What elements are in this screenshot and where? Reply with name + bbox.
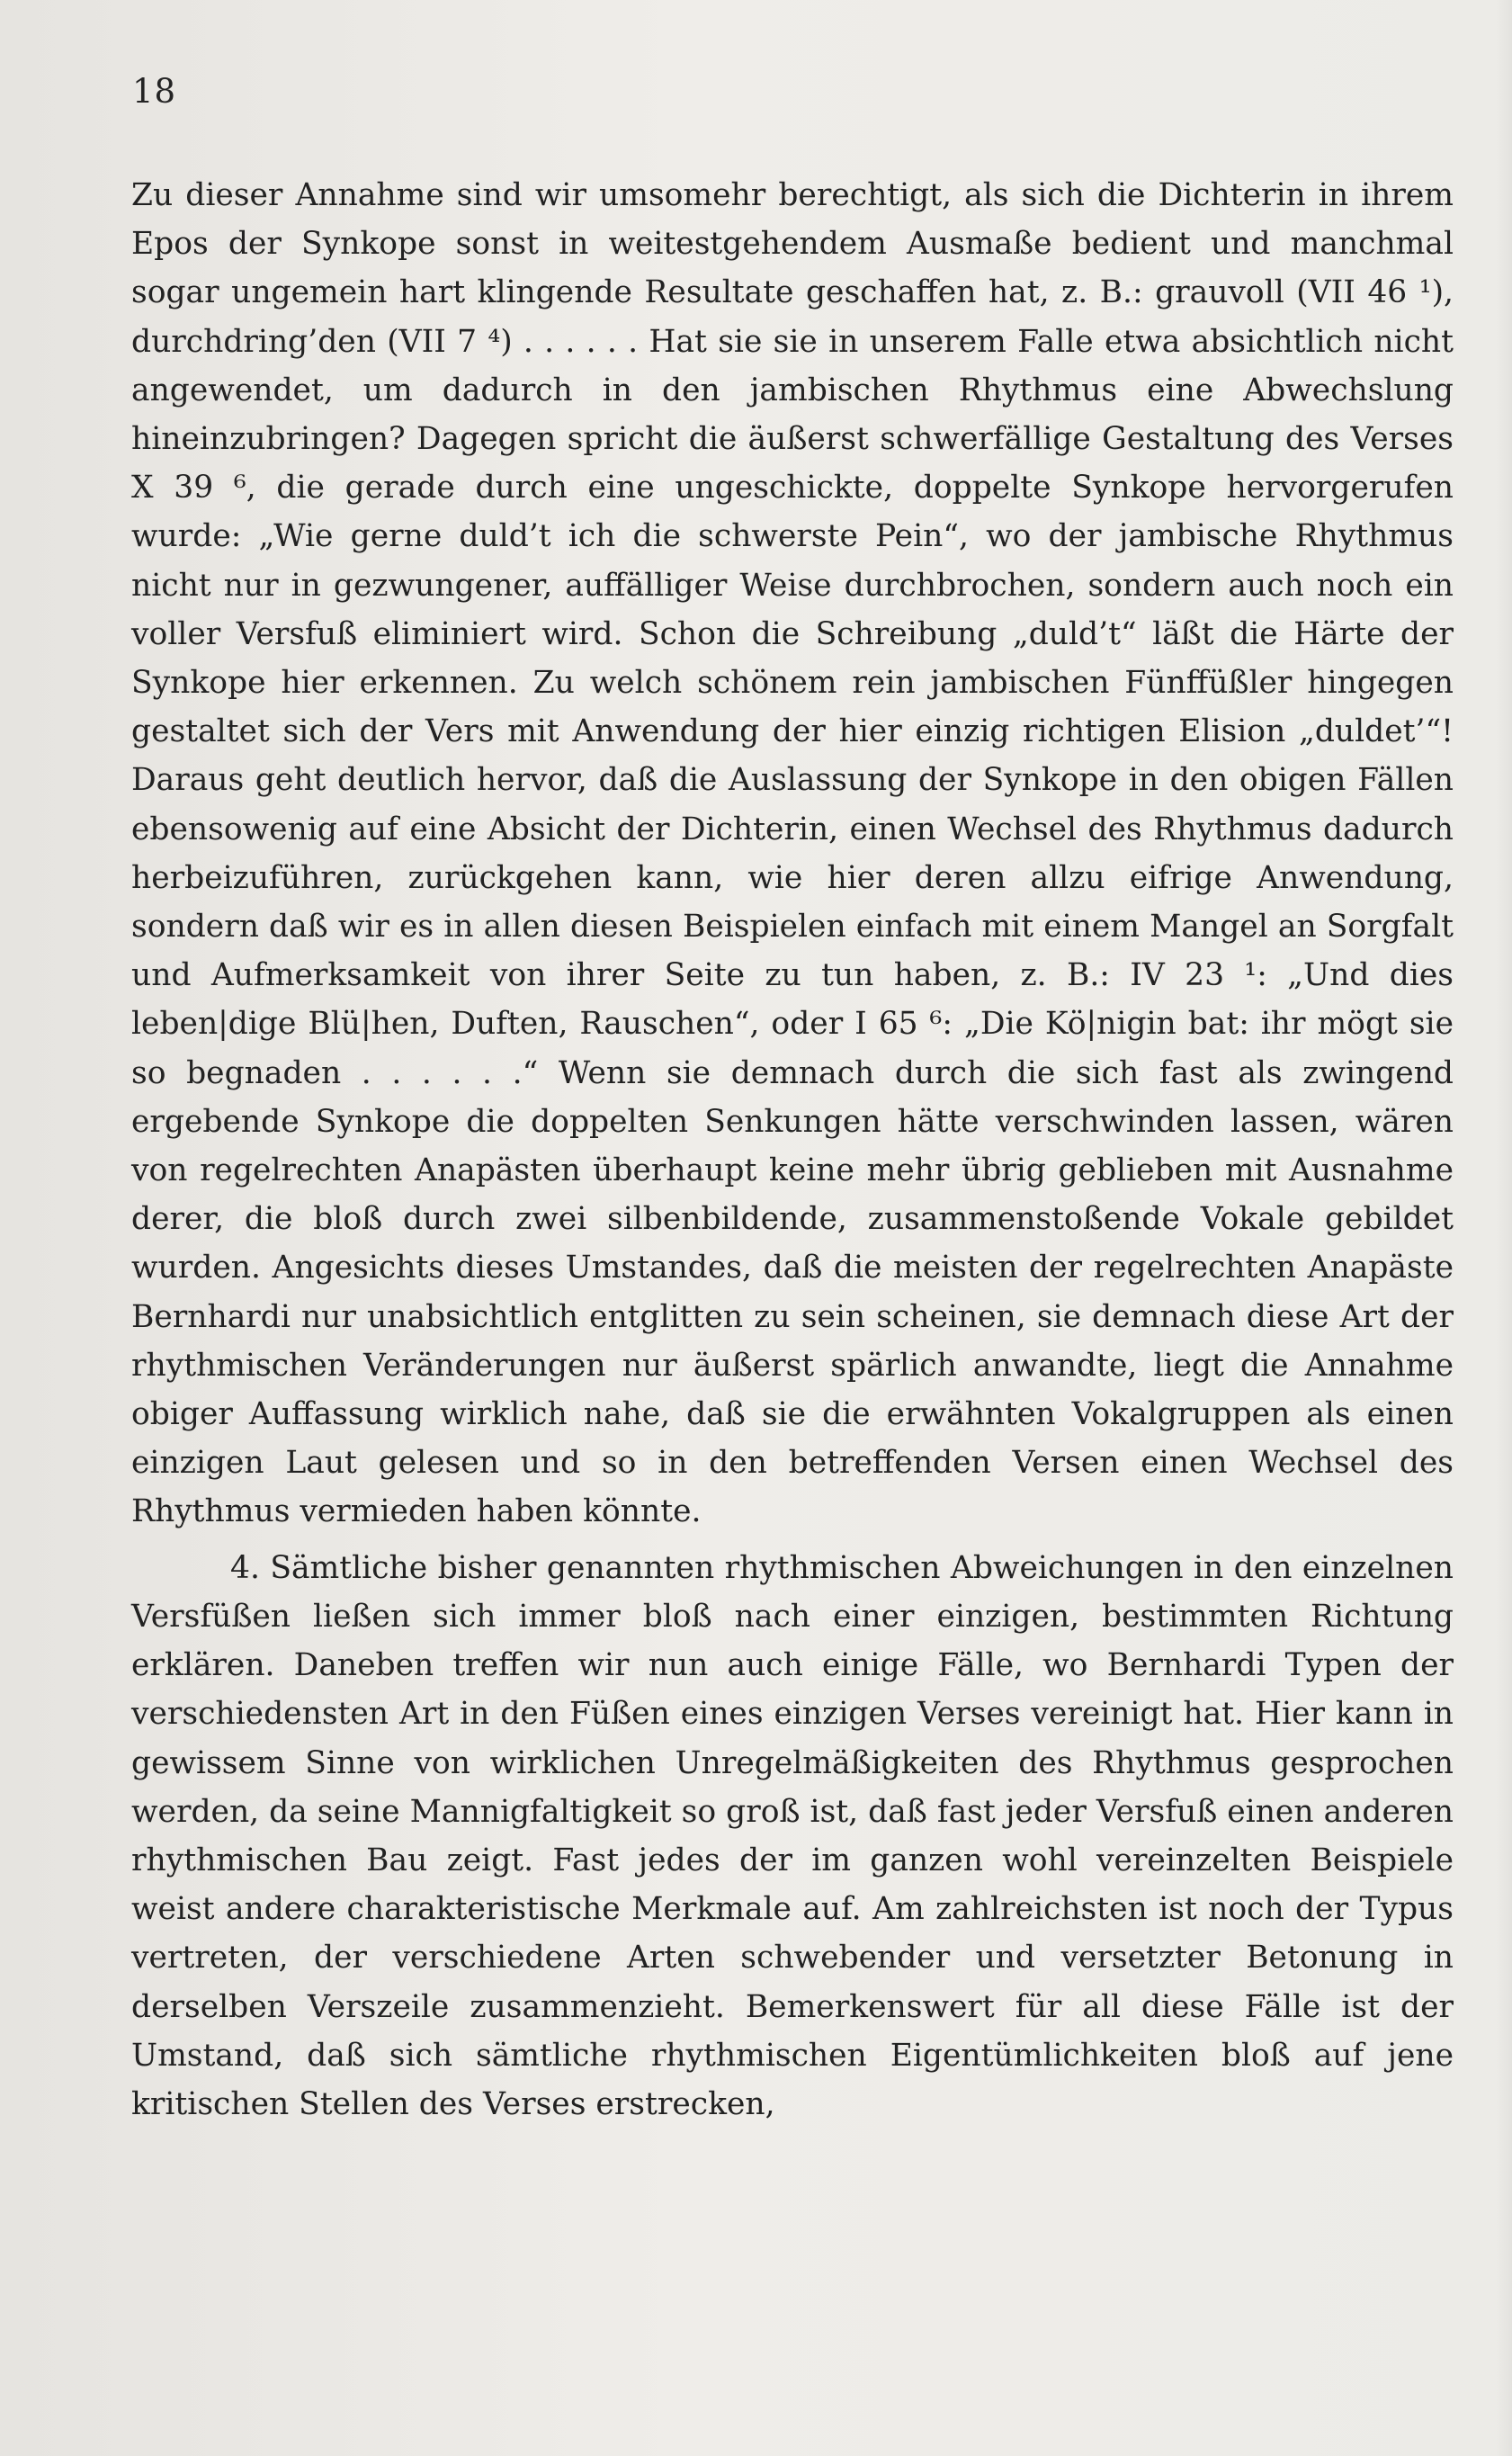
paragraph-synkope-discussion: Zu dieser Annahme sind wir umsomehr berechtigt, als sich die Dichterin in ihrem Epos der Synkope sonst in weitestgehendem Ausmaße bedient und manchmal sogar ungemein hart klingende Resultate geschaffen hat, z. B.: grauvoll (VII 46 ¹), durchdring’den (VII 7 ⁴) . . . . . . Hat sie sie in unserem Falle etwa absichtlich nicht angewendet, um dadurch in den jambischen Rhythmus eine Abwechslung hineinzubringen? Dagegen spricht die äußerst schwerfällige Gestaltung des Verses X 39 ⁶, die gerade durch eine ungeschickte, doppelte Synkope hervorgerufen wurde: „Wie gerne duld’t ich die schwerste Pein“, wo der jambische Rhythmus nicht nur in gezwungener, auffälliger Weise durchbrochen, sondern auch noch ein voller Versfuß eliminiert wird. Schon die Schreibung „duld’t“ läßt die Härte der Synkope hier erkennen. Zu welch schönem rein jambischen Fünffüßler hingegen gestaltet sich der Vers mit Anwendung der hier einzig richtigen Elision „duldet’“! Daraus geht deutlich hervor, daß die Auslassung der Synkope in den obigen Fällen ebensowenig auf eine Absicht der Dichterin, einen Wechsel des Rhythmus dadurch herbeizuführen, zurückgehen kann, wie hier deren allzu eifrige Anwendung, sondern daß wir es in allen diesen Beispielen einfach mit einem Mangel an Sorgfalt und Aufmerksamkeit von ihrer Seite zu tun haben, z. B.: IV 23 ¹: „Und dies leben|dige Blü|hen, Duften, Rauschen“, oder I 65 ⁶: „Die Kö|nigin bat: ihr mögt sie so begnaden . . . . . .“ Wenn sie demnach durch die sich fast als zwingend ergebende Synkope die doppelten Senkungen hätte verschwinden lassen, wären von regelrechten Anapästen überhaupt keine mehr übrig geblieben mit Ausnahme derer, die bloß durch zwei silbenbildende, zusammenstoßende Vokale gebildet wurden. Angesichts dieses Umstandes, daß die meisten der regelrechten Anapäste Bernhardi nur unabsichtlich entglitten zu sein scheinen, sie demnach diese Art der rhythmischen Veränderungen nur äußerst spärlich anwandte, liegt die Annahme obiger Auffassung wirklich nahe, daß sie die erwähnten Vokalgruppen als einen einzigen Laut gelesen und so in den betreffenden Versen einen Wechsel des Rhythmus vermieden haben könnte.	[131, 177, 1454, 1530]
page-number: 18	[132, 72, 177, 111]
paragraph-section-4: 4. Sämtliche bisher genannten rhythmischen Abweichungen in den einzelnen Versfüßen ließen sich immer bloß nach einer einzigen, bestimmten Richtung erklären. Daneben treffen wir nun auch einige Fälle, wo Bernhardi Typen der verschiedensten Art in den Füßen eines einzigen Verses vereinigt hat. Hier kann in gewissem Sinne von wirklichen Unregelmäßigkeiten des Rhythmus gesprochen werden, da seine Mannigfaltigkeit so groß ist, daß fast jeder Versfuß einen anderen rhythmischen Bau zeigt. Fast jedes der im ganzen wohl vereinzelten Beispiele weist andere charakteristische Merkmale auf. Am zahlreichsten ist noch der Typus vertreten, der verschiedene Arten schwebender und versetzter Betonung in derselben Verszeile zusammenzieht. Bemerkenswert für all diese Fälle ist der Umstand, daß sich sämtliche rhythmischen Eigentümlichkeiten bloß auf jene kritischen Stellen des Verses erstrecken,	[131, 1549, 1454, 2122]
page-edge-shadow	[1496, 0, 1512, 2456]
body-text	[131, 171, 1454, 2129]
paragraph-gap	[131, 1537, 1454, 1544]
